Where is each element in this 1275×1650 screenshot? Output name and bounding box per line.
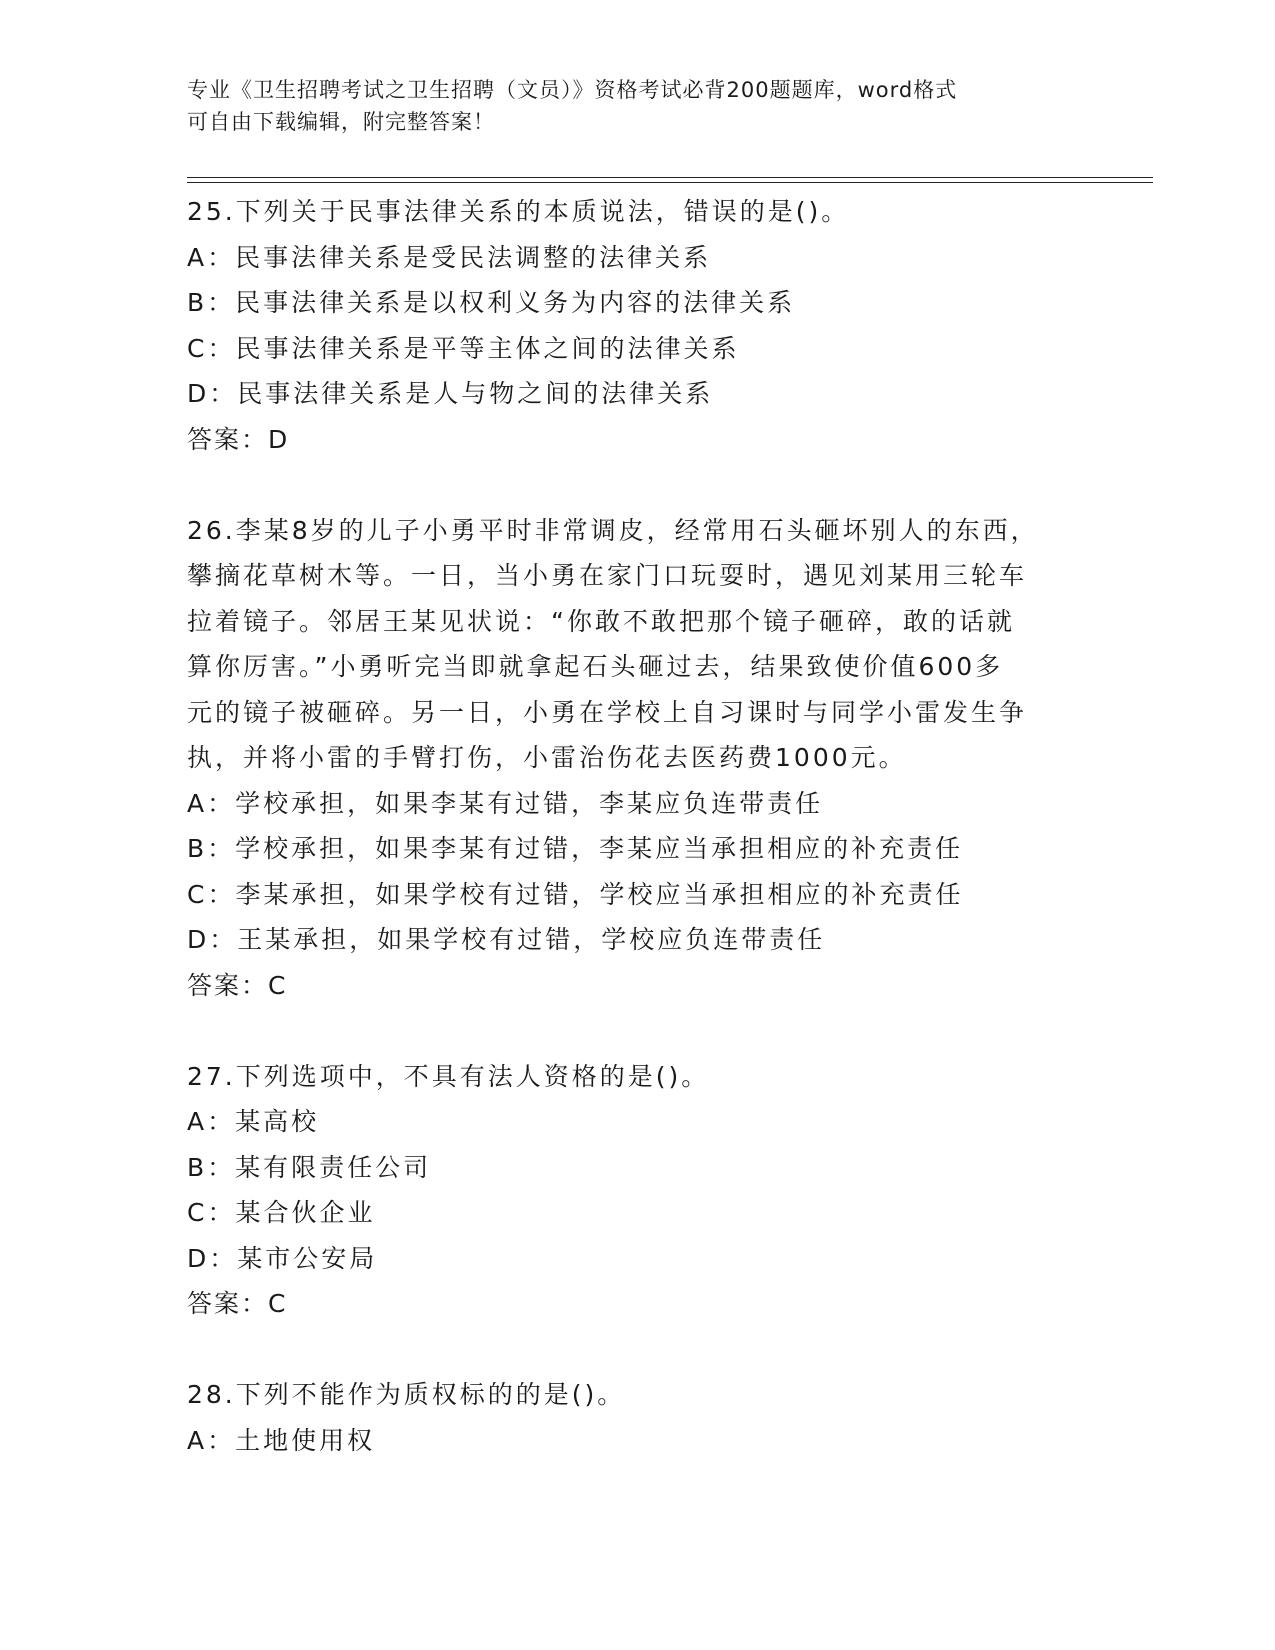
answer-line xyxy=(187,417,1067,463)
question-stem-line-5: 元的镜子被砸碎。另一日，小勇在学校上自习课时与同学小雷发生争 xyxy=(187,697,1028,727)
header-line-2: 可自由下载编辑，附完整答案！ xyxy=(187,110,495,134)
document-header xyxy=(187,74,1067,138)
question-26 xyxy=(187,508,1067,1009)
question-spacer xyxy=(187,462,1067,508)
answer-label: 答案： xyxy=(187,970,269,1000)
option-a: A：土地使用权 xyxy=(187,1425,376,1455)
option-a: A：民事法律关系是受民法调整的法律关系 xyxy=(187,242,712,272)
answer-value: D xyxy=(268,424,290,454)
question-list xyxy=(187,189,1067,1463)
option-d: D：王某承担，如果学校有过错，学校应负连带责任 xyxy=(187,925,826,954)
header-rule-bottom xyxy=(187,182,1153,183)
question-stem-line-3: 拉着镜子。邻居王某见状说：“你敢不敢把那个镜子砸碎，敢的话就 xyxy=(187,606,1015,636)
answer-line xyxy=(187,963,1067,1009)
option-b: B：民事法律关系是以权利义务为内容的法律关系 xyxy=(187,288,796,317)
question-27 xyxy=(187,1054,1067,1327)
answer-value: C xyxy=(268,1289,288,1318)
option-b: B：某有限责任公司 xyxy=(187,1152,432,1182)
question-stem-line-6: 执，并将小雷的手臂打伤，小雷治伤花去医药费1000元。 xyxy=(187,743,907,772)
question-spacer xyxy=(187,1327,1067,1373)
header-rule-top xyxy=(187,177,1153,178)
answer-label: 答案： xyxy=(187,1289,269,1318)
option-a: A：某高校 xyxy=(187,1107,320,1136)
answer-value: C xyxy=(268,970,288,1000)
question-spacer xyxy=(187,1008,1067,1054)
option-a: A：学校承担，如果李某有过错，李某应负连带责任 xyxy=(187,788,824,818)
answer-line xyxy=(187,1281,1067,1327)
question-stem-line-1: 26.李某8岁的儿子小勇平时非常调皮，经常用石头砸坏别人的东西， xyxy=(187,515,1039,545)
option-b: B：学校承担，如果李某有过错，李某应当承担相应的补充责任 xyxy=(187,834,964,863)
question-28 xyxy=(187,1372,1067,1463)
question-stem-line-2: 攀摘花草树木等。一日，当小勇在家门口玩耍时，遇见刘某用三轮车 xyxy=(187,561,1028,590)
option-c: C：李某承担，如果学校有过错，学校应当承担相应的补充责任 xyxy=(187,879,964,909)
option-d: D：某市公安局 xyxy=(187,1243,378,1273)
option-d: D：民事法律关系是人与物之间的法律关系 xyxy=(187,379,714,408)
question-stem: 27.下列选项中，不具有法人资格的是()。 xyxy=(187,1061,710,1091)
answer-label: 答案： xyxy=(187,424,269,454)
option-c: C：民事法律关系是平等主体之间的法律关系 xyxy=(187,333,740,363)
header-line-1: 专业《卫生招聘考试之卫生招聘（文员）》资格考试必背200题题库，word格式 xyxy=(187,78,958,102)
option-c: C：某合伙企业 xyxy=(187,1198,376,1227)
question-stem: 25.下列关于民事法律关系的本质说法，错误的是()。 xyxy=(187,197,850,226)
question-25 xyxy=(187,189,1067,462)
question-stem: 28.下列不能作为质权标的的是()。 xyxy=(187,1380,626,1409)
question-stem-line-4: 算你厉害。”小勇听完当即就拿起石头砸过去，结果致使价值600多 xyxy=(187,652,1004,681)
